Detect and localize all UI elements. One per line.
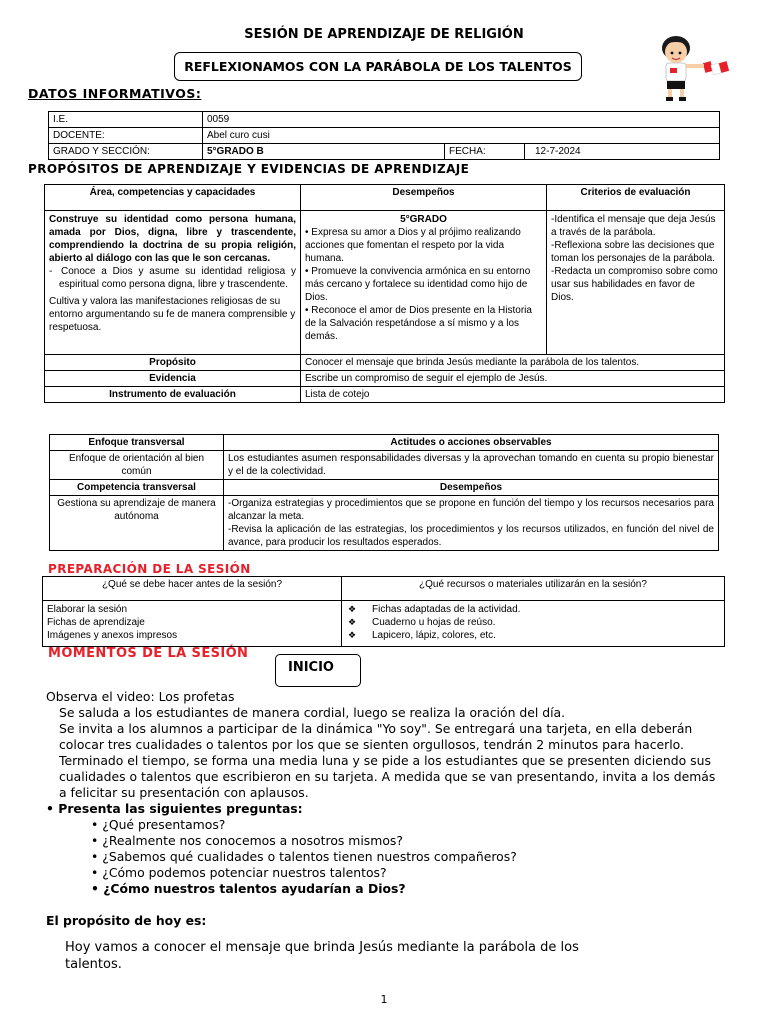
- propositos-heading: PROPÓSITOS DE APRENDIZAJE Y EVIDENCIAS DE APRENDIZAJE: [28, 162, 470, 176]
- col-recursos: ¿Qué recursos o materiales utilizarán en la sesión?: [342, 577, 725, 601]
- competencia-text: Construye su identidad como persona humana, amada por Dios, digna, libre y trascendente, comprendiendo la doctrina de su propia religión, abierto al diálogo con las que le son cercanas.: [49, 214, 296, 264]
- flag-icon: [703, 61, 729, 75]
- subtitle: REFLEXIONAMOS CON LA PARÁBOLA DE LOS TALENTOS: [184, 59, 572, 74]
- recurso-item: ❖ Lapicero, lápiz, colores, etc.: [348, 630, 496, 641]
- col-desempenos: Desempeños: [301, 185, 547, 211]
- inicio-label: INICIO: [288, 660, 334, 675]
- evidencia-label: Evidencia: [45, 371, 301, 387]
- desempeno-1: • Expresa su amor a Dios y al prójimo realizando acciones que fomentan el respeto por la vida humana.: [305, 227, 521, 264]
- momentos-heading: MOMENTOS DE LA SESIÓN: [48, 646, 249, 661]
- desempenos-transversal-label: Desempeños: [224, 480, 719, 496]
- docente-value: Abel curo cusi: [203, 128, 720, 144]
- fecha-label: FECHA:: [445, 144, 525, 160]
- page-title: SESIÓN DE APRENDIZAJE DE RELIGIÓN: [244, 27, 524, 42]
- pregunta-item: • ¿Cómo podemos potenciar nuestros talentos?: [91, 865, 387, 880]
- datos-heading: DATOS INFORMATIVOS:: [28, 86, 202, 101]
- desempeno-3: • Reconoce el amor de Dios presente en la Historia de la Salvación respetándose a sí mismo y a los demás.: [305, 305, 532, 342]
- evidencia-value: Escribe un compromiso de seguir el ejemplo de Jesús.: [301, 371, 725, 387]
- desempeno-2: • Promueve la convivencia armónica en su entorno más cercano y fortalece su identidad como hijo de Dios.: [305, 266, 531, 303]
- diamond-bullet-icon: ❖: [348, 630, 357, 640]
- desempeno-transversal-2: -Revisa la aplicación de las estrategias, los procedimientos y los recursos utilizados, en función del nivel de avance, para producir los resultados esperados.: [228, 524, 714, 548]
- instrumento-label: Instrumento de evaluación: [45, 387, 301, 403]
- col-enfoque: Enfoque transversal: [50, 435, 224, 451]
- proposito-heading: El propósito de hoy es:: [46, 913, 207, 928]
- recurso-item: ❖ Cuaderno u hojas de reúso.: [348, 617, 496, 628]
- col-actitudes: Actitudes o acciones observables: [224, 435, 719, 451]
- datos-table: [48, 111, 720, 160]
- pregunta-item: • ¿Realmente nos conocemos a nosotros mismos?: [91, 833, 403, 848]
- student-flag-illustration: [648, 32, 730, 104]
- competencias-table: [44, 184, 725, 403]
- preparacion-heading: PREPARACIÓN DE LA SESIÓN: [48, 562, 251, 576]
- docente-label: DOCENTE:: [49, 128, 203, 144]
- ie-label: I.E.: [49, 112, 203, 128]
- col-criterios: Criterios de evaluación: [547, 185, 725, 211]
- pregunta-item: • ¿Qué presentamos?: [91, 817, 226, 832]
- antes-item: Imágenes y anexos impresos: [47, 630, 178, 641]
- preparacion-table: [42, 576, 725, 647]
- subtitle-box: [174, 52, 582, 81]
- antes-item: Elaborar la sesión: [47, 604, 128, 615]
- criterio-3: -Redacta un compromiso sobre como usar sus habilidades en favor de Dios.: [551, 266, 718, 303]
- col-area: Área, competencias y capacidades: [45, 185, 301, 211]
- competencia-transversal-value: Gestiona su aprendizaje de manera autónoma: [50, 496, 224, 551]
- paragraph-3: Terminado el tiempo, se forma una media luna y se pide a los estudiantes que se presenten diciendo sus cualidades o talentos que escribieron en su tarjeta. A medida que se van presentando, invita a los demás a felicitar su presentación con aplausos.: [59, 753, 716, 800]
- ie-value: 0059: [203, 112, 720, 128]
- proposito-text: Hoy vamos a conocer el mensaje que brinda Jesús mediante la parábola de los talentos.: [65, 940, 579, 972]
- paragraph-2: Se invita a los alumnos a participar de la dinámica "Yo soy". Se entregará una tarjeta, en ella deberán colocar tres cualidades o talentos por los que se sienten orgullosos, tendrán 2 minutos para hacerlo.: [59, 721, 693, 752]
- capacidad-2: Cultiva y valora las manifestaciones religiosas de su entorno argumentando su fe de manera comprensible y respetuosa.: [49, 296, 296, 333]
- preguntas-heading: • Presenta las siguientes preguntas:: [46, 801, 303, 816]
- col-antes: ¿Qué se debe hacer antes de la sesión?: [43, 577, 342, 601]
- competencia-transversal-label: Competencia transversal: [50, 480, 224, 496]
- diamond-bullet-icon: ❖: [348, 604, 357, 614]
- diamond-bullet-icon: ❖: [348, 617, 357, 627]
- pregunta-item: • ¿Cómo nuestros talentos ayudarían a Dios?: [91, 881, 406, 896]
- grado-heading: 5°GRADO: [400, 214, 447, 225]
- criterio-2: -Reflexiona sobre las decisiones que toman los personajes de la parábola.: [551, 240, 715, 264]
- paragraph-1: Se saluda a los estudiantes de manera cordial, luego se realiza la oración del día.: [59, 705, 566, 720]
- pregunta-item: • ¿Sabemos qué cualidades o talentos tienen nuestros compañeros?: [91, 849, 517, 864]
- page-number: 1: [380, 993, 388, 1006]
- criterio-1: -Identifica el mensaje que deja Jesús a través de la parábola.: [551, 214, 716, 238]
- capacidad-1: - Conoce a Dios y asume su identidad religiosa y espiritual como persona digna, libre y trascendente.: [59, 265, 296, 291]
- grado-label: GRADO Y SECCIÓN:: [49, 144, 203, 160]
- enfoque-value: Enfoque de orientación al bien común: [50, 451, 224, 480]
- desempeno-transversal-1: -Organiza estrategias y procedimientos que se propone en función del tiempo y los recursos necesarios para alcanzar la meta.: [228, 498, 714, 522]
- proposito-value: Conocer el mensaje que brinda Jesús mediante la parábola de los talentos.: [301, 355, 725, 371]
- enfoque-table: [49, 434, 719, 551]
- actitud-value: Los estudiantes asumen responsabilidades diversas y la aprovechan tomando en cuenta su propio bienestar y el de la colectividad.: [224, 451, 719, 480]
- proposito-label: Propósito: [45, 355, 301, 371]
- inicio-box: [275, 654, 361, 687]
- session-body: [46, 689, 726, 973]
- recurso-item: ❖ Fichas adaptadas de la actividad.: [348, 604, 521, 615]
- antes-item: Fichas de aprendizaje: [47, 617, 145, 628]
- fecha-value: 12-7-2024: [525, 144, 720, 160]
- instrumento-value: Lista de cotejo: [301, 387, 725, 403]
- grado-value: 5°GRADO B: [203, 144, 445, 160]
- observa-text: Observa el video: Los profetas: [46, 689, 235, 704]
